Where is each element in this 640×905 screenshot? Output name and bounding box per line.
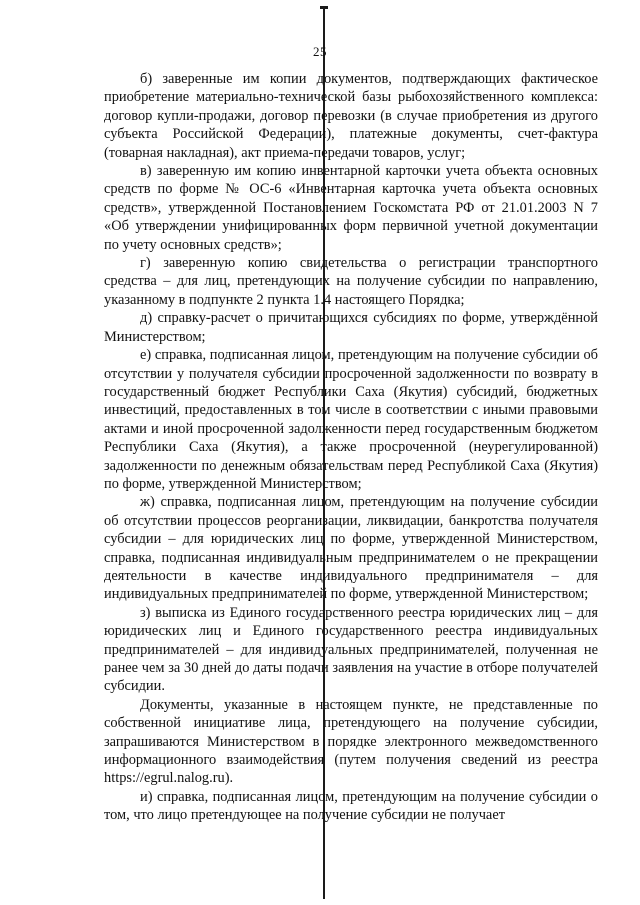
paragraph-v: в) заверенную им копию инвентарной карточки учета объекта основных средств по форме № ОС-6 «Инвентарная карточка учета объекта основных средств», утвержденной Постановлением Госкомстата РФ от 21.01.2003 N 7 «Об утверждении унифицированных форм первичной учетной документации по учету основных средств»; — [104, 163, 598, 253]
page-number: 25 — [313, 44, 327, 59]
paragraph-zh: ж) справка, подписанная лицом, претендующим на получение субсидии об отсутствии процессов реорганизации, ликвидации, банкротства получателя субсидии – для юридических лиц по форме, утвержденной Министерством, справка, подписанная индивидуальным предпринимателем о не прекращении деятельности в качестве индивидуального предпринимателя – для индивидуальных предпринимателей по форме, утвержденной Министерством; — [104, 494, 598, 603]
paragraph-e: е) справка, подписанная лицом, претендующим на получение субсидии об отсутствии у получателя субсидии просроченной задолженности по возврату в государственный бюджет Республики Саха (Якутия) субсидий, бюджетных инвестиций, предоставленных в том числе в соответствии с иными правовыми актами и иной просроченной задолженности перед государственным бюджетом Республики Саха (Якутия), а также просроченной (неурегулированной) задолженности по денежным обязательствам перед Республикой Саха (Якутия) по форме, утвержденной Министерством; — [104, 347, 598, 492]
paragraph-documents-note: Документы, указанные в настоящем пункте, не представленные по собственной инициативе лица, претендующего на получение субсидии, запрашиваются Министерством в порядке электронного межведомственного информационного взаимодействия (путем получения сведений из реестра https://egrul.nalog.ru). — [104, 696, 598, 787]
paragraph-i: и) справка, подписанная лицом, претендующим на получение субсидии о том, что лицо претендующее на получение субсидии не получает — [104, 788, 598, 824]
paragraph-d: д) справку-расчет о причитающихся субсидиях по форме, утверждённой Министерством; — [104, 310, 598, 345]
paragraph-z: з) выписка из Единого государственного реестра юридических лиц – для юридических лиц и Единого государственного реестра индивидуальных предпринимателей – для индивидуальных предпринимателей, полученная не ранее чем за 30 дней до даты подачи заявления на участие в отборе получателей субсидии. — [104, 604, 598, 695]
paragraph-g: г) заверенную копию свидетельства о регистрации транспортного средства – для лиц, претендующих на получение субсидии по направлению, указанному в подпункте 2 пункта 1.4 настоящего Порядка; — [104, 255, 598, 308]
document-body — [104, 70, 598, 825]
paragraph-b: б) заверенные им копии документов, подтверждающих фактическое приобретение материально-технической базы рыбохозяйственного комплекса: договор купли-продажи, договор перевозки (в случае приобретения из другого субъекта Российской Федерации), платежные документы, счет-фактура (товарная накладная), акт приема-передачи товаров, услуг; — [104, 71, 598, 161]
